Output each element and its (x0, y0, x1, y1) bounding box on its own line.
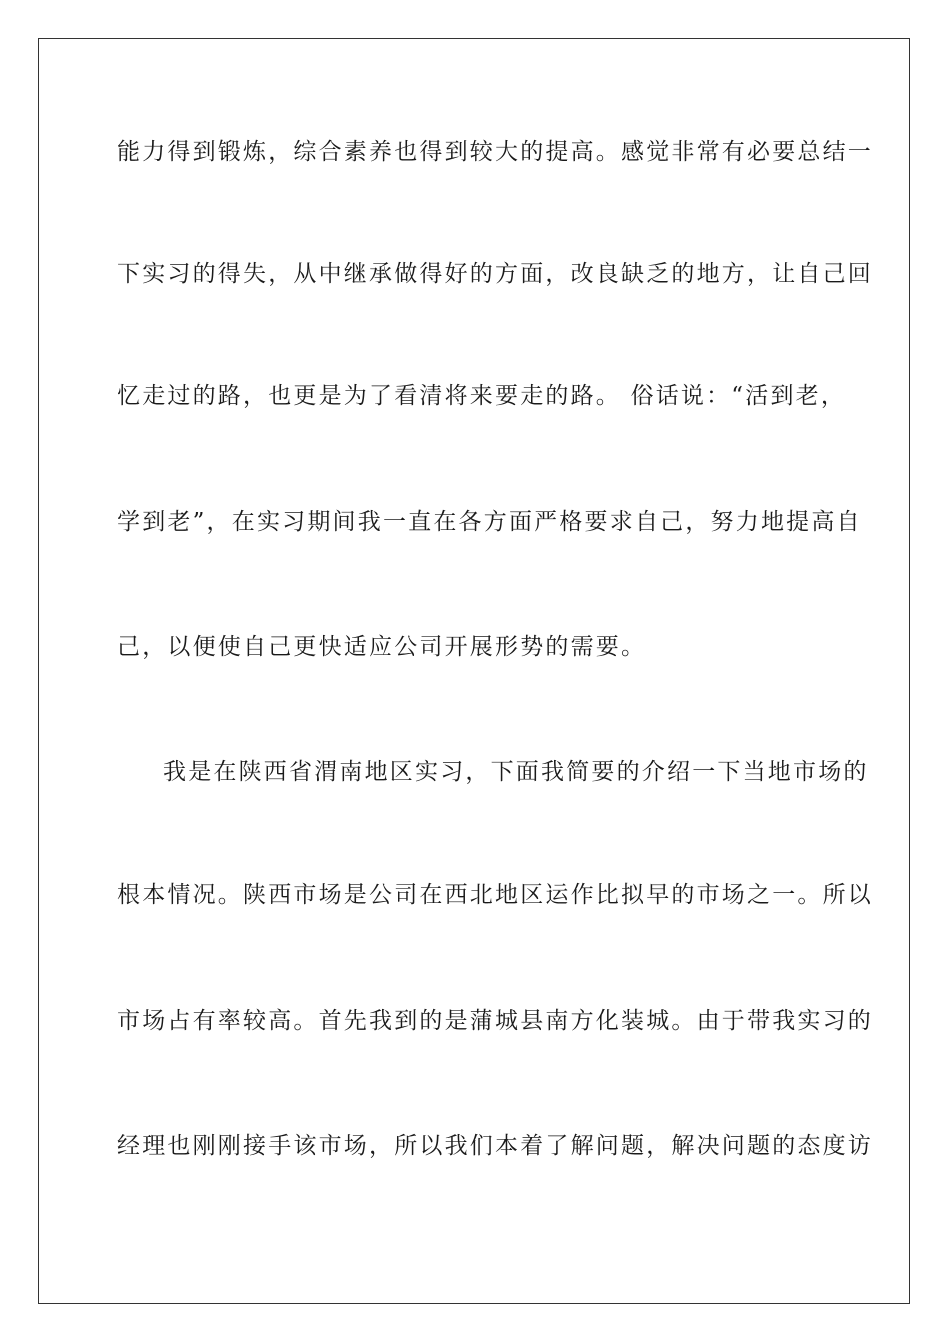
page-border (38, 38, 910, 1304)
text-line-6: 我是在陕西省渭南地区实习，下面我简要的介绍一下当地市场的 (163, 759, 869, 785)
text-line-9: 经理也刚刚接手该市场，所以我们本着了解问题，解决问题的态度访 (117, 1133, 873, 1159)
text-line-5: 己，以便使自己更快适应公司开展形势的需要。 (117, 634, 647, 660)
text-line-3: 忆走过的路，也更是为了看清将来要走的路。 俗话说：“活到老， (117, 383, 847, 409)
text-line-4: 学到老”，在实习期间我一直在各方面严格要求自己，努力地提高自 (117, 509, 862, 535)
text-line-1: 能力得到锻炼，综合素养也得到较大的提高。感觉非常有必要总结一 (117, 139, 873, 165)
text-line-8: 市场占有率较高。首先我到的是蒲城县南方化装城。由于带我实习的 (117, 1008, 873, 1034)
text-line-2: 下实习的得失，从中继承做得好的方面，改良缺乏的地方，让自己回 (117, 261, 873, 287)
text-line-7: 根本情况。陕西市场是公司在西北地区运作比拟早的市场之一。所以 (117, 882, 873, 908)
